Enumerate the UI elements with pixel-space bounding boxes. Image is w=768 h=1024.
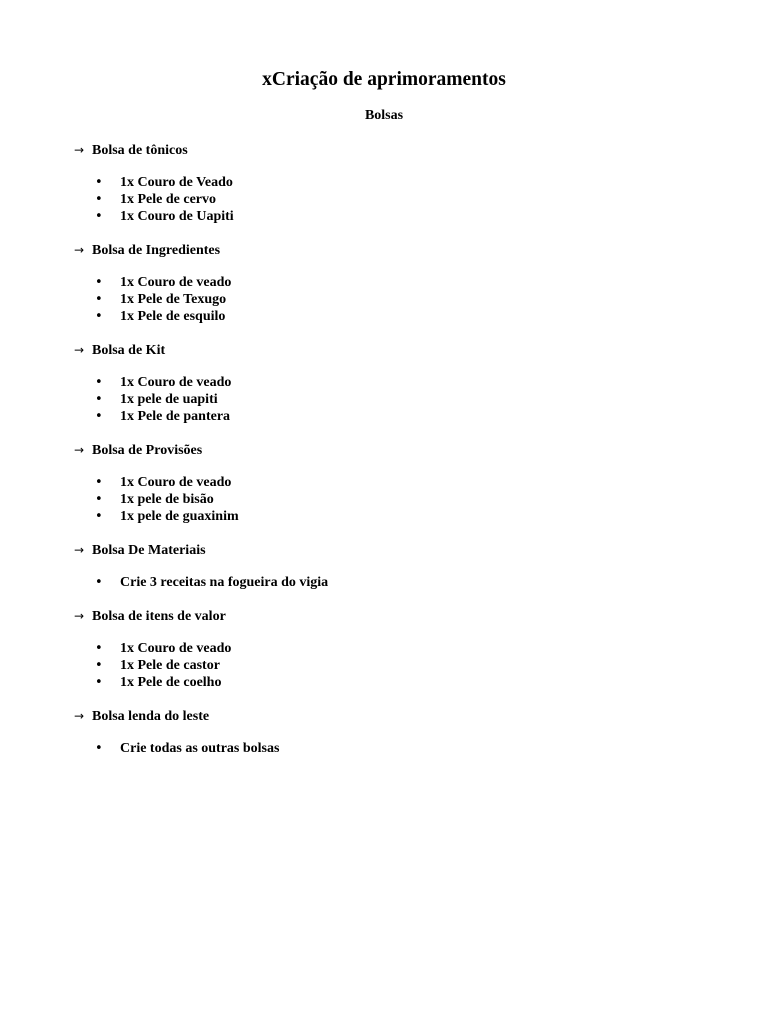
bullet-icon: • bbox=[95, 309, 103, 324]
arrow-right-icon: → bbox=[74, 543, 85, 557]
arrow-right-icon: → bbox=[74, 709, 85, 723]
list-item bbox=[74, 640, 714, 657]
arrow-right-icon: → bbox=[74, 443, 85, 457]
item-list bbox=[74, 740, 714, 757]
section-heading-label: Bolsa lenda do leste bbox=[92, 709, 210, 724]
section-heading-label: Bolsa de tônicos bbox=[92, 143, 188, 158]
item-list bbox=[74, 374, 714, 425]
list-item bbox=[74, 291, 714, 308]
list-item-text: 1x pele de bisão bbox=[120, 492, 214, 507]
list-item-text: 1x Couro de Uapiti bbox=[120, 209, 234, 224]
list-item-text: 1x Couro de veado bbox=[120, 475, 232, 490]
page-subtitle: Bolsas bbox=[364, 108, 404, 123]
section bbox=[74, 141, 714, 225]
list-item bbox=[74, 740, 714, 757]
list-item-text: 1x Couro de veado bbox=[120, 275, 232, 290]
section bbox=[74, 241, 714, 325]
arrow-right-icon: → bbox=[74, 609, 85, 623]
section bbox=[74, 707, 714, 757]
list-item-text: 1x Pele de cervo bbox=[120, 192, 217, 207]
section-heading-label: Bolsa De Materiais bbox=[92, 543, 206, 558]
section-heading bbox=[74, 341, 714, 359]
bullet-icon: • bbox=[95, 658, 103, 673]
list-item bbox=[74, 191, 714, 208]
bullet-icon: • bbox=[95, 675, 103, 690]
list-item-text: 1x Pele de castor bbox=[120, 658, 220, 673]
section bbox=[74, 607, 714, 691]
section bbox=[74, 441, 714, 525]
item-list bbox=[74, 640, 714, 691]
list-item bbox=[74, 657, 714, 674]
section-heading bbox=[74, 541, 714, 559]
bullet-icon: • bbox=[95, 575, 103, 590]
list-item-text: 1x Pele de pantera bbox=[120, 409, 231, 424]
list-item-text: 1x pele de guaxinim bbox=[120, 509, 239, 524]
list-item bbox=[74, 574, 714, 591]
section-heading bbox=[74, 607, 714, 625]
list-item-text: 1x pele de uapiti bbox=[120, 392, 218, 407]
list-item bbox=[74, 408, 714, 425]
bullet-icon: • bbox=[95, 275, 103, 290]
bullet-icon: • bbox=[95, 375, 103, 390]
arrow-right-icon: → bbox=[74, 243, 85, 257]
section-heading-label: Bolsa de Ingredientes bbox=[92, 243, 221, 258]
list-item-text: 1x Pele de coelho bbox=[120, 675, 222, 690]
bullet-icon: • bbox=[95, 509, 103, 524]
bullet-icon: • bbox=[95, 641, 103, 656]
list-item-text: 1x Couro de Veado bbox=[120, 175, 233, 190]
bullet-icon: • bbox=[95, 209, 103, 224]
section-heading-label: Bolsa de itens de valor bbox=[92, 609, 226, 624]
list-item bbox=[74, 508, 714, 525]
bullet-icon: • bbox=[95, 175, 103, 190]
item-list bbox=[74, 474, 714, 525]
list-item bbox=[74, 308, 714, 325]
section-heading bbox=[74, 241, 714, 259]
bullet-icon: • bbox=[95, 292, 103, 307]
list-item-text: Crie 3 receitas na fogueira do vigia bbox=[120, 575, 329, 590]
section-heading bbox=[74, 141, 714, 159]
bullet-icon: • bbox=[95, 741, 103, 756]
item-list bbox=[74, 174, 714, 225]
list-item-text: 1x Couro de veado bbox=[120, 375, 232, 390]
list-item bbox=[74, 491, 714, 508]
list-item bbox=[74, 474, 714, 491]
list-item bbox=[74, 174, 714, 191]
bullet-icon: • bbox=[95, 392, 103, 407]
page-title: xCriação de aprimoramentos bbox=[262, 69, 506, 90]
item-list bbox=[74, 274, 714, 325]
arrow-right-icon: → bbox=[74, 343, 85, 357]
bullet-icon: • bbox=[95, 409, 103, 424]
list-item bbox=[74, 674, 714, 691]
list-item bbox=[74, 208, 714, 225]
section-heading bbox=[74, 441, 714, 459]
section bbox=[74, 341, 714, 425]
bullet-icon: • bbox=[95, 192, 103, 207]
list-item-text: Crie todas as outras bolsas bbox=[120, 741, 280, 756]
bullet-icon: • bbox=[95, 492, 103, 507]
section bbox=[74, 541, 714, 591]
list-item-text: 1x Pele de esquilo bbox=[120, 309, 226, 324]
list-item-text: 1x Couro de veado bbox=[120, 641, 232, 656]
list-item bbox=[74, 391, 714, 408]
item-list bbox=[74, 574, 714, 591]
list-item bbox=[74, 374, 714, 391]
section-list bbox=[74, 141, 714, 773]
section-heading-label: Bolsa de Kit bbox=[92, 343, 166, 358]
list-item bbox=[74, 274, 714, 291]
bullet-icon: • bbox=[95, 475, 103, 490]
section-heading bbox=[74, 707, 714, 725]
arrow-right-icon: → bbox=[74, 143, 85, 157]
section-heading-label: Bolsa de Provisões bbox=[92, 443, 203, 458]
list-item-text: 1x Pele de Texugo bbox=[120, 292, 227, 307]
